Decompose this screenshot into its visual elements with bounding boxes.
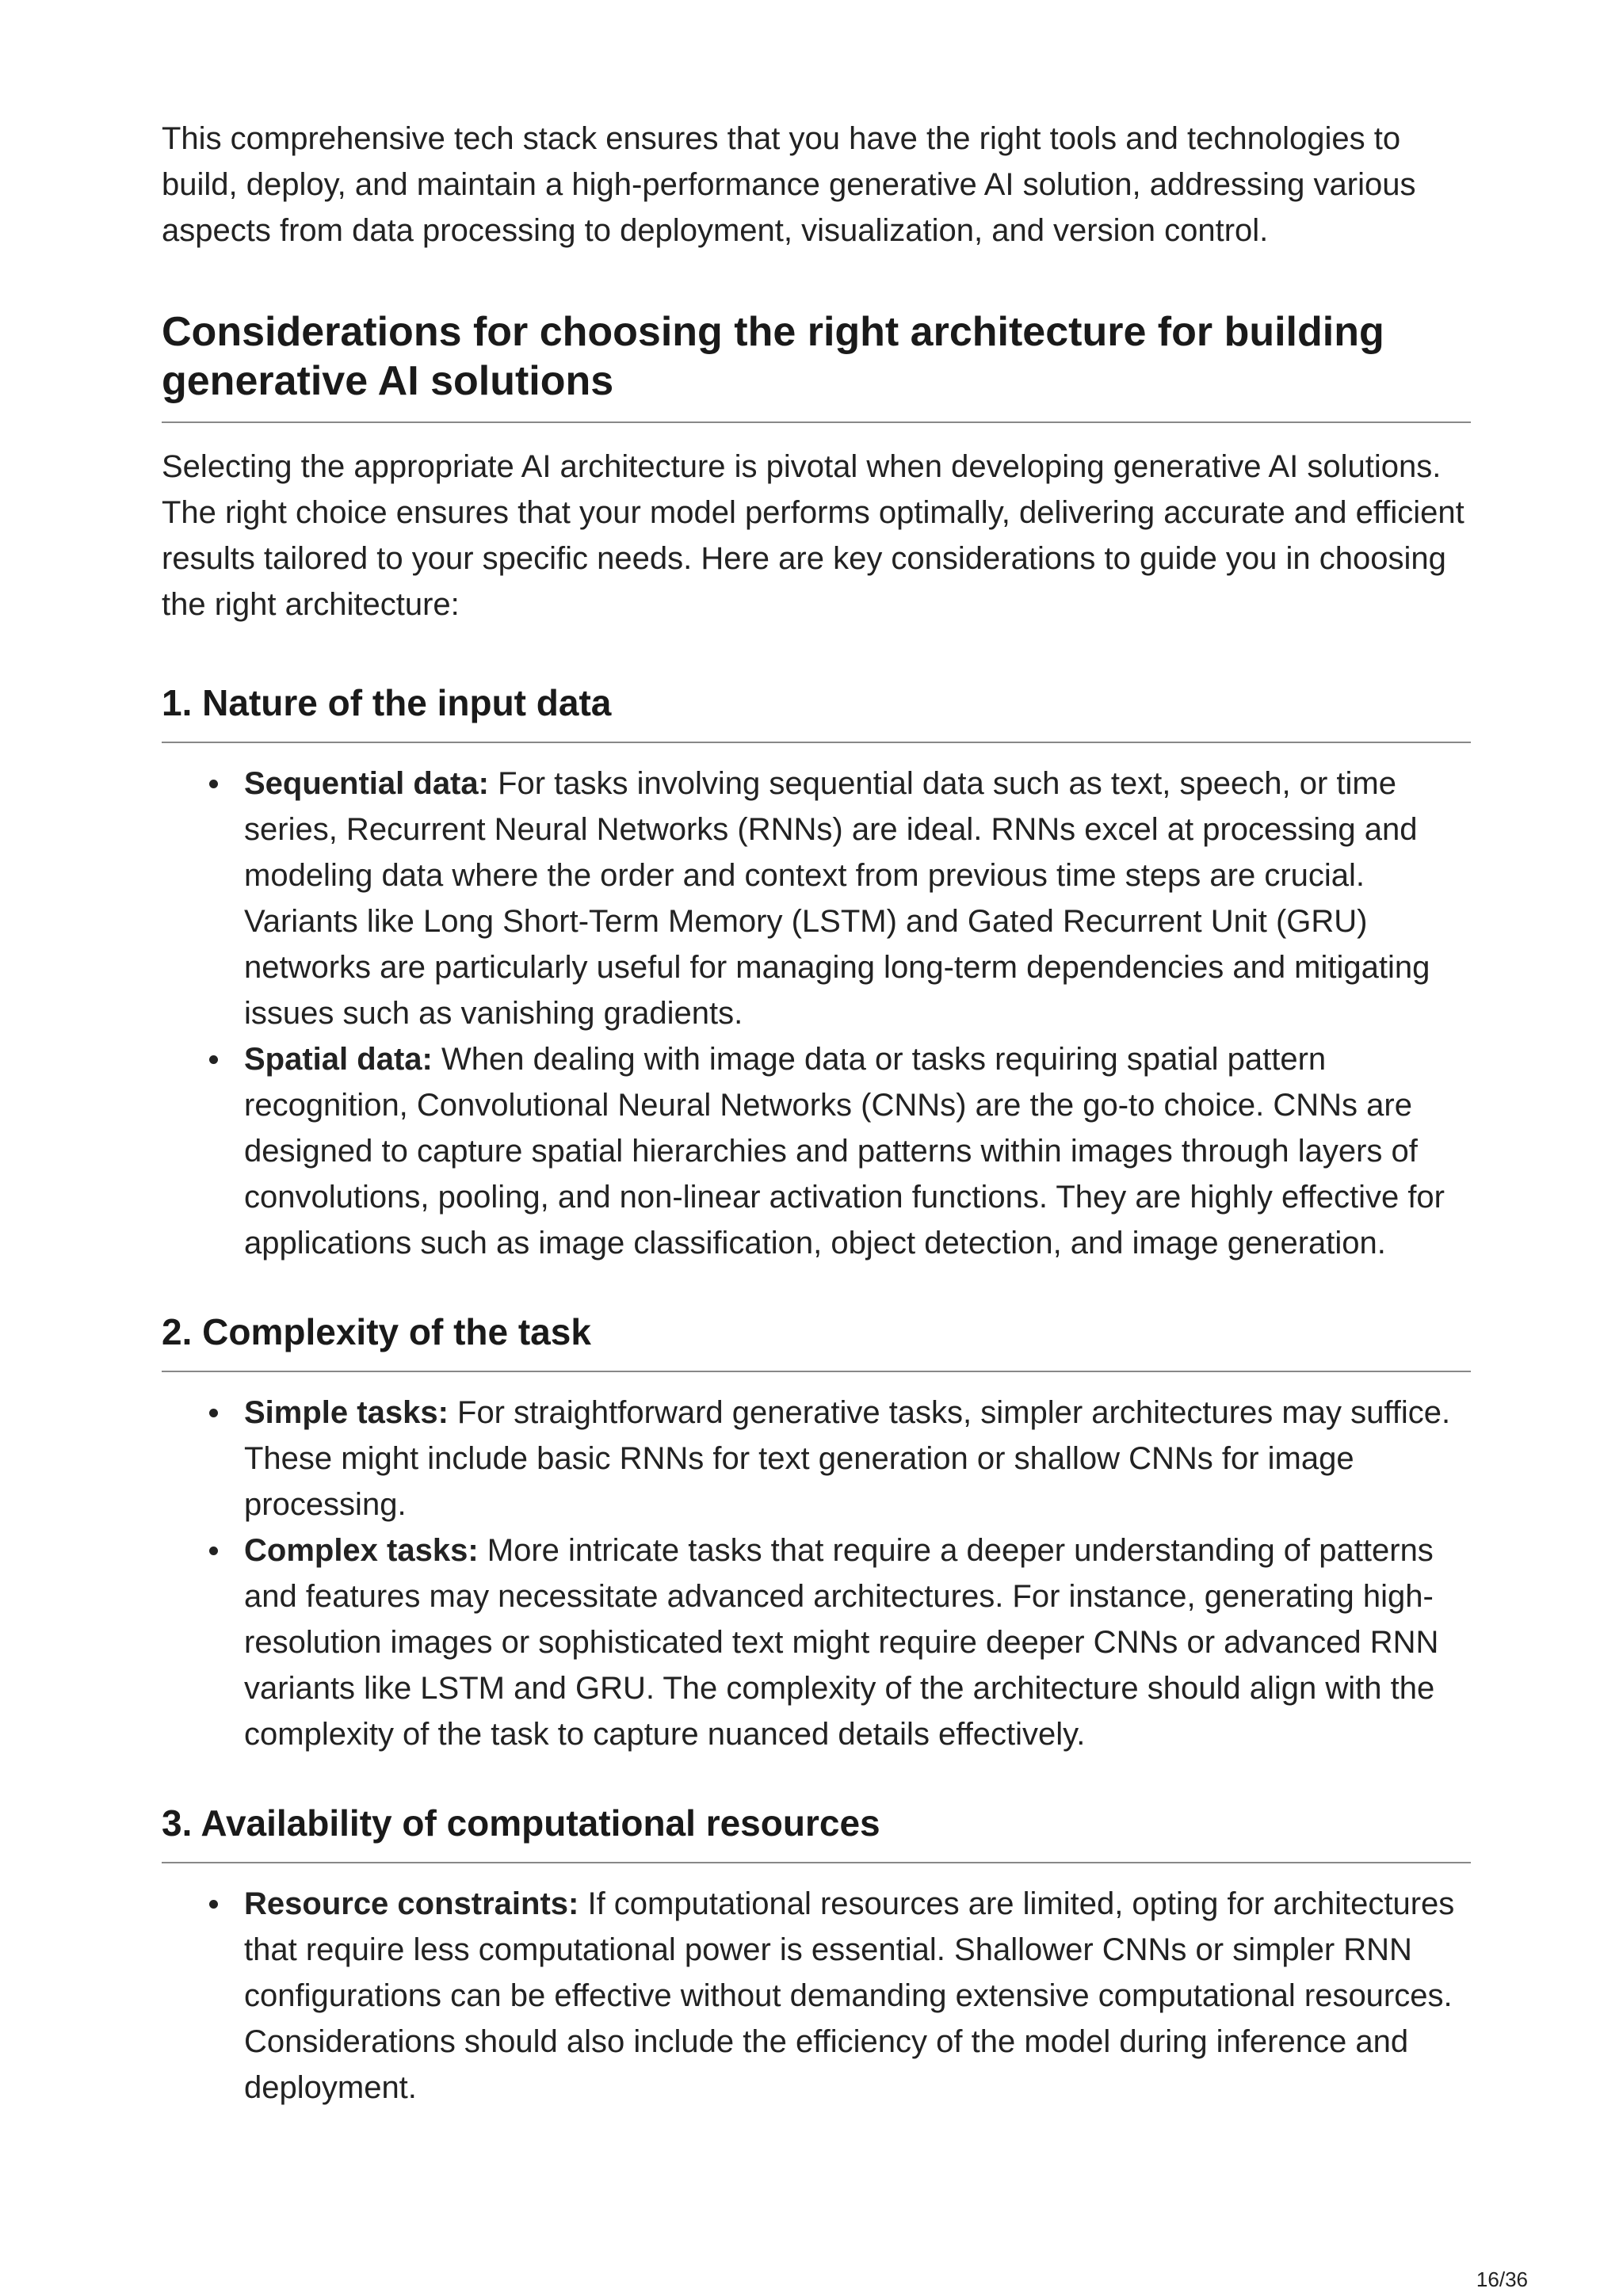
section-heading-input-data: 1. Nature of the input data — [162, 680, 1471, 743]
section-heading-task-complexity: 2. Complexity of the task — [162, 1309, 1471, 1372]
list-item — [244, 761, 1471, 1036]
list-item-term: Resource constraints: — [244, 1886, 579, 1921]
list-item-text: For straightforward generative tasks, simpler architectures may suffice. These might include basic RNNs for text generation or shallow CNNs for image processing. — [244, 1395, 1451, 1522]
bullet-list-computational-resources — [162, 1881, 1471, 2111]
list-item-text: For tasks involving sequential data such as text, speech, or time series, Recurrent Neural Networks (RNNs) are ideal. RNNs excel at processing and modeling data where the order and context from previous time steps are crucial. Variants like Long Short-Term Memory (LSTM) and Gated Recurrent Unit (GRU) networks are particularly useful for managing long-term dependencies and mitigating issues such as vanishing gradients. — [244, 766, 1430, 1031]
section-heading-computational-resources: 3. Availability of computational resources — [162, 1800, 1471, 1863]
document-body — [162, 116, 1471, 2111]
list-item — [244, 1390, 1471, 1527]
list-item — [244, 1527, 1471, 1757]
list-item — [244, 1881, 1471, 2111]
intro-paragraph: This comprehensive tech stack ensures that you have the right tools and technologies to build, deploy, and maintain a high-performance generative AI solution, addressing various aspects from data processing to deployment, visualization, and version control. — [162, 121, 1416, 248]
bullet-icon — [209, 1055, 218, 1064]
list-item-term: Sequential data: — [244, 766, 489, 801]
bullet-list-task-complexity — [162, 1390, 1471, 1757]
main-paragraph: Selecting the appropriate AI architecture is pivotal when developing generative AI solutions. The right choice ensures that your model performs optimally, delivering accurate and efficient results tailored to your specific needs. Here are key considerations to guide you in choosing the right architecture: — [162, 449, 1465, 622]
list-item-term: Simple tasks: — [244, 1395, 449, 1430]
list-item-text: If computational resources are limited, opting for architectures that require less computational power is essential. Shallower CNNs or simpler RNN configurations can be effective without demanding extensive computational resources. Considerations should also include the efficiency of the model during inference and deployment. — [244, 1886, 1455, 2105]
list-item-term: Complex tasks: — [244, 1533, 479, 1568]
bullet-icon — [209, 1409, 218, 1417]
bullet-list-input-data — [162, 761, 1471, 1266]
bullet-icon — [209, 1900, 218, 1909]
list-item-term: Spatial data: — [244, 1042, 433, 1077]
page-number: 16/36 — [1476, 2267, 1528, 2291]
bullet-icon — [209, 780, 218, 788]
bullet-icon — [209, 1547, 218, 1555]
main-heading: Considerations for choosing the right architecture for building generative AI solutions — [162, 307, 1471, 423]
list-item — [244, 1036, 1471, 1266]
list-item-text: More intricate tasks that require a deeper understanding of patterns and features may necessitate advanced architectures. For instance, generating high-resolution images or sophisticated text might require deeper CNNs or advanced RNN variants like LSTM and GRU. The complexity of the architecture should align with the complexity of the task to capture nuanced details effectively. — [244, 1533, 1439, 1752]
list-item-text: When dealing with image data or tasks requiring spatial pattern recognition, Convolutional Neural Networks (CNNs) are the go-to choice. CNNs are designed to capture spatial hierarchies and patterns within images through layers of convolutions, pooling, and non-linear activation functions. They are highly effective for applications such as image classification, object detection, and image generation. — [244, 1042, 1445, 1261]
